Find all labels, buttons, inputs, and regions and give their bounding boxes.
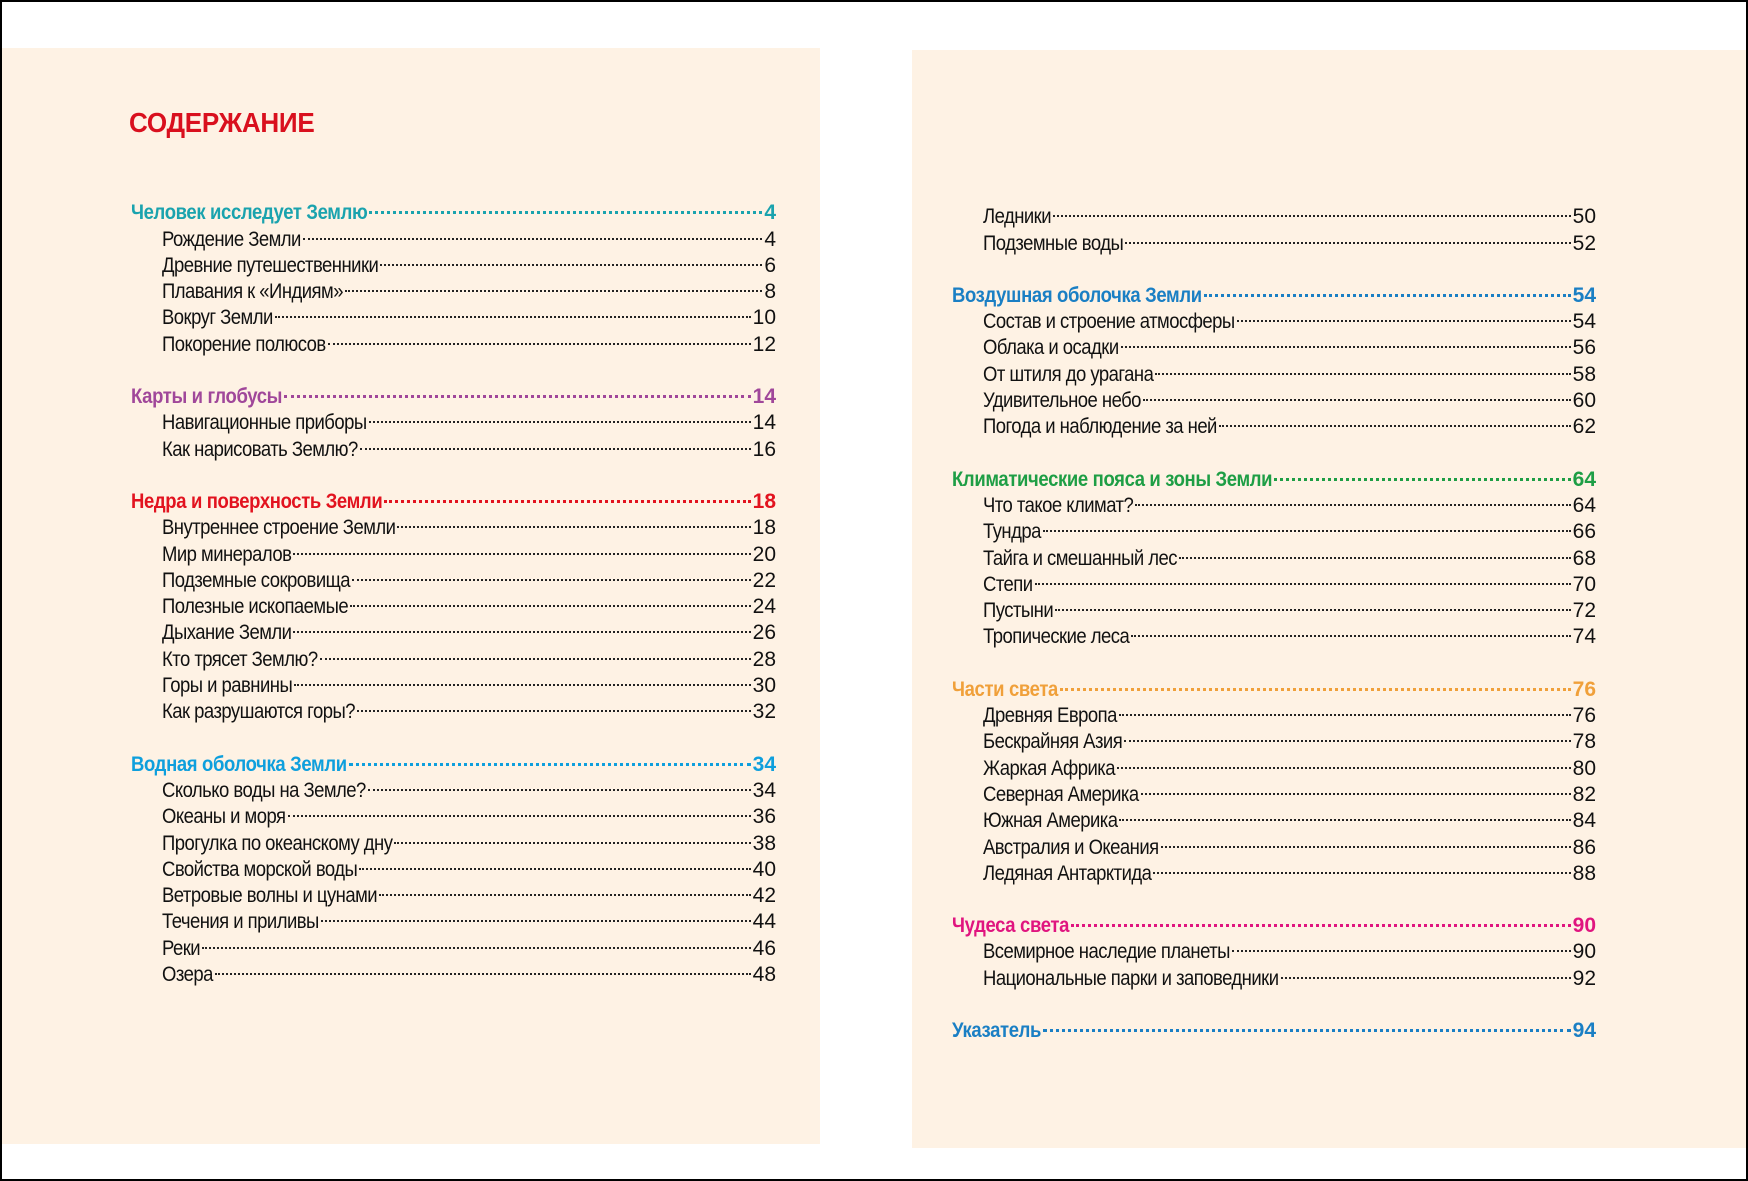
dot-leader bbox=[1153, 854, 1570, 880]
toc-section bbox=[131, 193, 776, 356]
dot-leader bbox=[1219, 407, 1571, 433]
dot-leader bbox=[368, 771, 751, 797]
page-number: 4 bbox=[764, 201, 776, 225]
toc-section-continuation bbox=[952, 197, 1596, 255]
dot-leader bbox=[1121, 328, 1571, 354]
dot-leader bbox=[352, 561, 751, 587]
entry-title: Навигационные приборы bbox=[162, 411, 367, 435]
toc-entry[interactable] bbox=[952, 512, 1596, 544]
entry-title: Ветровые волны и цунами bbox=[162, 884, 378, 908]
dot-leader bbox=[1125, 223, 1570, 249]
entry-title: Горы и равнины bbox=[162, 674, 293, 698]
page-number: 28 bbox=[752, 647, 776, 671]
page-number: 58 bbox=[1572, 362, 1596, 386]
page-number: 62 bbox=[1572, 415, 1596, 439]
page-number: 72 bbox=[1572, 599, 1596, 623]
section-title: Части света bbox=[952, 677, 1058, 701]
entry-title: Полезные ископаемые bbox=[162, 595, 349, 619]
section-title: Воздушная оболочка Земли bbox=[952, 283, 1202, 307]
dot-leader bbox=[1237, 302, 1571, 328]
entry-title: Пустыни bbox=[983, 599, 1054, 623]
page-number: 64 bbox=[1572, 493, 1596, 517]
page-number: 86 bbox=[1572, 835, 1596, 859]
page-number: 60 bbox=[1572, 389, 1596, 413]
dot-leader bbox=[1141, 775, 1571, 801]
entry-title: Тайга и смешанный лес bbox=[983, 546, 1177, 570]
page-number: 36 bbox=[752, 805, 776, 829]
entry-title: Вокруг Земли bbox=[162, 306, 273, 330]
page-number: 6 bbox=[764, 253, 776, 277]
entry-title: Ледяная Антарктида bbox=[983, 861, 1152, 885]
dot-leader bbox=[275, 298, 751, 324]
dot-leader bbox=[321, 902, 751, 928]
entry-title: Прогулка по океанскому дну bbox=[162, 831, 393, 855]
dot-leader bbox=[350, 587, 751, 613]
page-number: 34 bbox=[752, 778, 776, 802]
toc-section bbox=[952, 669, 1596, 885]
toc-section bbox=[952, 276, 1596, 439]
toc-section-heading[interactable] bbox=[131, 482, 776, 513]
dot-leader bbox=[1060, 669, 1571, 695]
dot-leader bbox=[320, 639, 751, 665]
toc-right-column bbox=[952, 197, 1596, 1063]
toc-entry[interactable] bbox=[131, 928, 776, 960]
page-number: 40 bbox=[752, 857, 776, 881]
dot-leader bbox=[303, 219, 763, 245]
dot-leader bbox=[357, 692, 751, 718]
dot-leader bbox=[1117, 748, 1571, 774]
entry-title: Южная Америка bbox=[983, 809, 1118, 833]
entry-title: Тропические леса bbox=[983, 625, 1130, 649]
page-number: 18 bbox=[752, 516, 776, 540]
dot-leader bbox=[1161, 827, 1571, 853]
dot-leader bbox=[360, 429, 751, 455]
toc-section-heading[interactable] bbox=[952, 1011, 1596, 1043]
page-number: 94 bbox=[1572, 1019, 1596, 1043]
toc-entry[interactable] bbox=[952, 565, 1596, 596]
dot-leader bbox=[349, 744, 751, 770]
toc-section-heading[interactable] bbox=[952, 276, 1596, 307]
entry-title: Древняя Европа bbox=[983, 704, 1117, 728]
page-number: 18 bbox=[752, 489, 776, 513]
page-number: 44 bbox=[752, 910, 776, 934]
page-number: 88 bbox=[1572, 861, 1596, 885]
entry-title: Дыхание Земли bbox=[162, 621, 292, 645]
entry-title: Озера bbox=[162, 963, 213, 987]
dot-leader bbox=[1043, 512, 1571, 538]
toc-entry[interactable] bbox=[952, 591, 1596, 623]
page-number: 38 bbox=[752, 831, 776, 855]
page-number: 54 bbox=[1572, 310, 1596, 334]
entry-title: Ледники bbox=[983, 205, 1052, 229]
entry-title: Течения и приливы bbox=[162, 910, 319, 934]
entry-title: Подземные воды bbox=[983, 231, 1124, 255]
dot-leader bbox=[1055, 591, 1571, 617]
page-number: 74 bbox=[1572, 625, 1596, 649]
page-number: 52 bbox=[1572, 231, 1596, 255]
dot-leader bbox=[1053, 197, 1571, 223]
entry-title: Удивительное небо bbox=[983, 389, 1141, 413]
entry-title: Сколько воды на Земле? bbox=[162, 778, 366, 802]
dot-leader bbox=[215, 955, 751, 981]
page-title: СОДЕРЖАНИЕ bbox=[129, 107, 315, 138]
entry-title: Рождение Земли bbox=[162, 227, 301, 251]
dot-leader bbox=[1155, 354, 1570, 380]
page-number: 8 bbox=[764, 280, 776, 304]
toc-section-heading[interactable] bbox=[131, 193, 776, 225]
page-number: 82 bbox=[1572, 782, 1596, 806]
page-number: 14 bbox=[752, 385, 776, 409]
page-number: 64 bbox=[1572, 467, 1596, 491]
toc-section-heading[interactable] bbox=[952, 906, 1596, 938]
page-number: 26 bbox=[752, 621, 776, 645]
dot-leader bbox=[293, 613, 750, 639]
entry-title: Покорение полюсов bbox=[162, 332, 326, 356]
toc-entry[interactable] bbox=[952, 538, 1596, 570]
page-number: 92 bbox=[1572, 966, 1596, 990]
entry-title: Древние путешественники bbox=[162, 253, 379, 277]
entry-title: Реки bbox=[162, 936, 201, 960]
dot-leader bbox=[1035, 565, 1571, 591]
entry-title: Бескрайняя Азия bbox=[983, 730, 1123, 754]
entry-title: Свойства морской воды bbox=[162, 857, 358, 881]
page-number: 76 bbox=[1572, 677, 1596, 701]
dot-leader bbox=[1135, 486, 1570, 512]
dot-leader bbox=[1179, 538, 1571, 564]
dot-leader bbox=[288, 797, 751, 823]
entry-title: Тундра bbox=[983, 520, 1041, 544]
entry-title: Австралия и Океания bbox=[983, 835, 1159, 859]
entry-title: Степи bbox=[983, 572, 1033, 596]
dot-leader bbox=[384, 482, 750, 508]
section-title: Карты и глобусы bbox=[131, 385, 283, 409]
page-number: 12 bbox=[752, 332, 776, 356]
page-number: 48 bbox=[752, 963, 776, 987]
page-number: 80 bbox=[1572, 756, 1596, 780]
entry-title: Подземные сокровища bbox=[162, 568, 351, 592]
dot-leader bbox=[293, 534, 750, 560]
page-number: 32 bbox=[752, 700, 776, 724]
dot-leader bbox=[1119, 801, 1570, 827]
page-number: 34 bbox=[752, 752, 776, 776]
dot-leader bbox=[1043, 1011, 1571, 1037]
page-number: 50 bbox=[1572, 205, 1596, 229]
entry-title: Как нарисовать Землю? bbox=[162, 437, 358, 461]
dot-leader bbox=[1204, 276, 1571, 302]
dot-leader bbox=[369, 193, 762, 219]
toc-section-heading[interactable] bbox=[952, 459, 1596, 491]
dot-leader bbox=[1131, 617, 1570, 643]
toc-section bbox=[952, 459, 1596, 649]
entry-title: Плавания к «Индиям» bbox=[162, 280, 343, 304]
page-number: 68 bbox=[1572, 546, 1596, 570]
page-number: 14 bbox=[752, 411, 776, 435]
section-title: Климатические пояса и зоны Земли bbox=[952, 467, 1273, 491]
entry-title: Внутреннее строение Земли bbox=[162, 516, 396, 540]
page-number: 24 bbox=[752, 595, 776, 619]
page-number: 90 bbox=[1572, 940, 1596, 964]
section-title: Человек исследует Землю bbox=[131, 201, 368, 225]
entry-title: От штиля до урагана bbox=[983, 362, 1154, 386]
dot-leader bbox=[394, 823, 750, 849]
dot-leader bbox=[1281, 958, 1571, 984]
page-number: 22 bbox=[752, 568, 776, 592]
page-number: 78 bbox=[1572, 730, 1596, 754]
page-number: 20 bbox=[752, 542, 776, 566]
entry-title: Национальные парки и заповедники bbox=[983, 966, 1279, 990]
page-number: 46 bbox=[752, 936, 776, 960]
dot-leader bbox=[345, 272, 762, 298]
section-title: Указатель bbox=[952, 1019, 1042, 1043]
entry-title: Океаны и моря bbox=[162, 805, 286, 829]
entry-title: Как разрушаются горы? bbox=[162, 700, 355, 724]
page-number: 16 bbox=[752, 437, 776, 461]
entry-title: Что такое климат? bbox=[983, 493, 1134, 517]
dot-leader bbox=[1124, 722, 1570, 748]
page-number: 70 bbox=[1572, 572, 1596, 596]
entry-title: Погода и наблюдение за ней bbox=[983, 415, 1217, 439]
toc-section bbox=[131, 377, 776, 461]
section-title: Водная оболочка Земли bbox=[131, 752, 347, 776]
dot-leader bbox=[369, 403, 751, 429]
dot-leader bbox=[1071, 906, 1571, 932]
page-number: 30 bbox=[752, 674, 776, 698]
page-number: 54 bbox=[1572, 283, 1596, 307]
page-number: 56 bbox=[1572, 336, 1596, 360]
page-number: 90 bbox=[1572, 914, 1596, 938]
page-number: 4 bbox=[764, 227, 776, 251]
page-number: 76 bbox=[1572, 704, 1596, 728]
dot-leader bbox=[1274, 459, 1570, 485]
dot-leader bbox=[1119, 696, 1571, 722]
entry-title: Кто трясет Землю? bbox=[162, 647, 318, 671]
toc-section-heading[interactable] bbox=[952, 669, 1596, 701]
dot-leader bbox=[359, 850, 750, 876]
toc-left-column bbox=[131, 193, 776, 1007]
dot-leader bbox=[1232, 932, 1571, 958]
page-number: 66 bbox=[1572, 520, 1596, 544]
section-title: Чудеса света bbox=[952, 914, 1070, 938]
dot-leader bbox=[284, 377, 751, 403]
page-number: 42 bbox=[752, 884, 776, 908]
toc-section bbox=[952, 906, 1596, 990]
dot-leader bbox=[397, 508, 750, 534]
entry-title: Облака и осадки bbox=[983, 336, 1119, 360]
toc-section bbox=[131, 744, 776, 987]
section-title: Недра и поверхность Земли bbox=[131, 489, 383, 513]
entry-title: Состав и строение атмосферы bbox=[983, 310, 1235, 334]
entry-title: Всемирное наследие планеты bbox=[983, 940, 1230, 964]
entry-title: Мир минералов bbox=[162, 542, 292, 566]
toc-entry[interactable] bbox=[952, 197, 1596, 229]
toc-section bbox=[952, 1011, 1596, 1043]
dot-leader bbox=[380, 246, 762, 272]
toc-section bbox=[131, 482, 776, 724]
toc-section-heading[interactable] bbox=[131, 744, 776, 776]
entry-title: Жаркая Африка bbox=[983, 756, 1115, 780]
page-number: 10 bbox=[752, 306, 776, 330]
toc-section-heading[interactable] bbox=[131, 377, 776, 409]
dot-leader bbox=[1143, 381, 1571, 407]
dot-leader bbox=[202, 928, 751, 954]
toc-entry[interactable] bbox=[131, 955, 776, 987]
dot-leader bbox=[328, 324, 751, 350]
dot-leader bbox=[294, 666, 750, 692]
entry-title: Северная Америка bbox=[983, 782, 1139, 806]
page-number: 84 bbox=[1572, 809, 1596, 833]
dot-leader bbox=[379, 876, 751, 902]
